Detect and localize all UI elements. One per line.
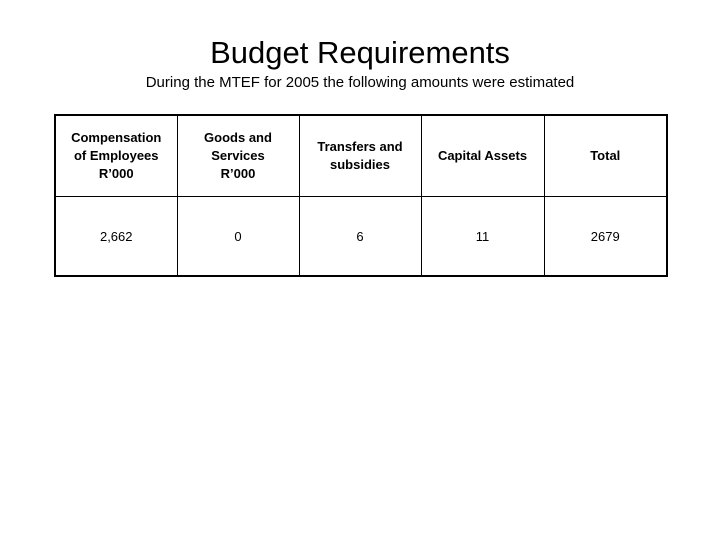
header-line: Goods and — [204, 130, 272, 145]
value-transfers-and-subsidies: 6 — [299, 197, 421, 277]
value-goods-and-services: 0 — [177, 197, 299, 277]
header-line: Total — [590, 148, 621, 163]
slide-title: Budget Requirements — [210, 35, 510, 70]
header-transfers-and-subsidies — [299, 115, 421, 197]
budget-table — [54, 114, 668, 277]
value-compensation-of-employees: 2,662 — [55, 197, 177, 277]
header-unit: R’000 — [220, 166, 256, 181]
header-line: Transfers and — [317, 139, 403, 154]
header-unit: R’000 — [98, 166, 134, 181]
header-line: Services — [211, 148, 265, 163]
header-goods-and-services — [177, 115, 299, 197]
table-header-row — [55, 115, 667, 197]
table-row — [55, 197, 667, 277]
slide-subtitle: During the MTEF for 2005 the following amounts were estimated — [145, 74, 575, 91]
header-line: Capital Assets — [437, 148, 528, 163]
header-line: subsidies — [330, 157, 390, 172]
header-line: Compensation — [71, 130, 162, 145]
header-line: of Employees — [73, 148, 159, 163]
header-total — [544, 115, 667, 197]
header-capital-assets — [421, 115, 544, 197]
value-total: 2679 — [544, 197, 667, 277]
value-capital-assets: 11 — [421, 197, 544, 277]
header-compensation-of-employees — [55, 115, 177, 197]
